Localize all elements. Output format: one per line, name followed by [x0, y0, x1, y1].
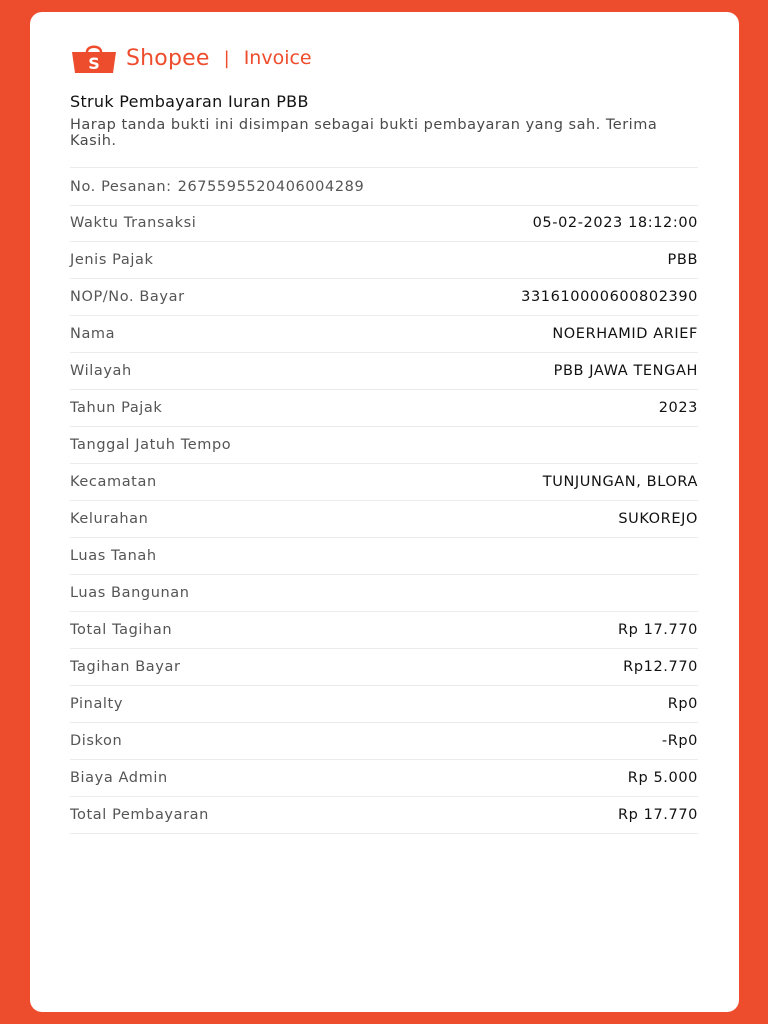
row-value: Rp 17.770	[617, 622, 698, 638]
row-tahun-pajak	[70, 390, 698, 427]
row-value: 05-02-2023 18:12:00	[532, 215, 698, 231]
row-nama	[70, 316, 698, 353]
row-label: Kecamatan	[70, 474, 157, 490]
row-value: TUNJUNGAN, BLORA	[542, 474, 698, 490]
receipt-title: Struk Pembayaran Iuran PBB	[70, 92, 309, 111]
row-label: Nama	[70, 326, 116, 342]
receipt-subtitle: Harap tanda bukti ini disimpan sebagai bukti pembayaran yang sah. Terima Kasih.	[70, 117, 658, 149]
row-tagihan-bayar	[70, 649, 698, 686]
shopee-bag-icon	[70, 42, 118, 74]
row-value: Rp0	[667, 696, 698, 712]
document-type: Invoice	[243, 47, 312, 69]
row-wilayah	[70, 353, 698, 390]
row-diskon	[70, 723, 698, 760]
row-value: Rp12.770	[623, 659, 698, 675]
brand-separator: |	[223, 47, 230, 69]
row-value: SUKOREJO	[618, 511, 698, 527]
row-biaya-admin	[70, 760, 698, 797]
row-jenis-pajak	[70, 242, 698, 279]
row-label: Wilayah	[70, 363, 132, 379]
row-label: Waktu Transaksi	[70, 215, 197, 231]
row-value: Rp 5.000	[627, 770, 698, 786]
row-label: Tanggal Jatuh Tempo	[70, 437, 232, 453]
row-total-tagihan	[70, 612, 698, 649]
row-label: Diskon	[70, 733, 123, 749]
row-waktu-transaksi	[70, 205, 698, 242]
row-label: Luas Tanah	[70, 548, 157, 564]
row-luas-bangunan	[70, 575, 698, 612]
row-value: 331610000600802390	[521, 289, 698, 305]
row-value: NOERHAMID ARIEF	[552, 326, 698, 342]
receipt-heading	[70, 92, 700, 149]
receipt-card	[30, 12, 739, 1012]
row-kecamatan	[70, 464, 698, 501]
row-luas-tanah	[70, 538, 698, 575]
row-value: PBB JAWA TENGAH	[553, 363, 698, 379]
row-tanggal-jatuh-tempo	[70, 427, 698, 464]
receipt-details	[70, 205, 698, 834]
row-value: Rp 17.770	[617, 807, 698, 823]
row-label: Kelurahan	[70, 511, 149, 527]
row-label: Luas Bangunan	[70, 585, 190, 601]
order-number-label: No. Pesanan:	[70, 178, 172, 195]
row-value: -Rp0	[661, 733, 698, 749]
row-value: 2023	[658, 400, 698, 416]
row-label: Pinalty	[70, 696, 124, 712]
row-label: NOP/No. Bayar	[70, 289, 185, 305]
row-label: Tahun Pajak	[70, 400, 163, 416]
brand-header	[70, 42, 312, 74]
row-kelurahan	[70, 501, 698, 538]
row-label: Biaya Admin	[70, 770, 168, 786]
order-number-value: 2675595520406004289	[177, 178, 365, 195]
order-number-row	[70, 167, 698, 206]
row-label: Total Tagihan	[70, 622, 173, 638]
row-label: Total Pembayaran	[70, 807, 209, 823]
row-label: Tagihan Bayar	[70, 659, 181, 675]
row-total-pembayaran	[70, 797, 698, 834]
row-nop	[70, 279, 698, 316]
svg-text:S: S	[88, 54, 100, 73]
row-value: PBB	[667, 252, 698, 268]
row-label: Jenis Pajak	[70, 252, 154, 268]
row-pinalty	[70, 686, 698, 723]
brand-name: Shopee	[126, 45, 210, 71]
